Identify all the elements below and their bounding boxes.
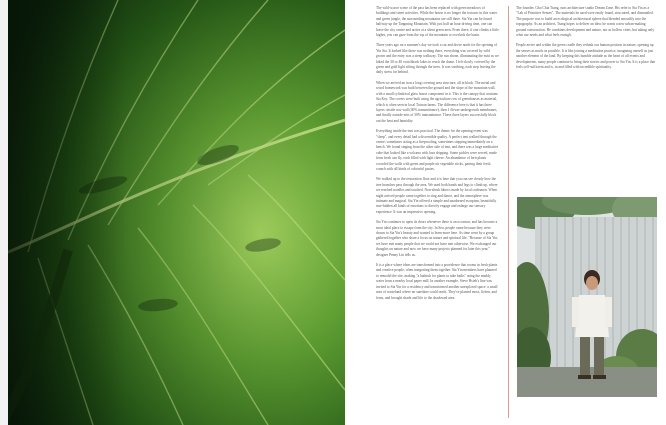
column-divider — [508, 6, 509, 418]
paragraph: Three years ago on a summer's day we took a car and drove north for the opening of Yin Sia. It looked like there was nothing there, everything was covered by wild grown and the entry was a steep walkway. The sun shone, illuminating the mist as we hiked the 30 or 40 switchback lakes to reach the dome. I felt slowly covered by the green and gold light sifting through the trees. It was soothing, each step leaving the daily stress far behind. — [376, 43, 499, 75]
paragraph: It is a place where ideas are transformed into a providence that rooms in fresh plants and creative people, often integrating them together. Sia Yin members have planned to remodel the site, making "a bathtub for plants to take baths" using the muddy water from a nearby local paper mill. In another example, Steve Hsieh's line was invited to Sia Yin for a residency and transformed another unexplored space: a small area of wasteland where no sunshine could reach. They've planted moss, lichen, and ferns, and brought shade and life to the shadowed area. — [376, 263, 498, 300]
leaf-photo — [8, 0, 345, 425]
text-column-right — [516, 6, 656, 75]
paragraph: When we arrived an iron a long covering area structure, all in black. The metal and wood framework was built between the ground and the slope of the mountain wall, with a small cylindrical glass house component in it. This is the canopy that contains Sia Key. The covers were built using the agriculture row of greenhouses as material, which is often seen in local Taiwan farms. The difference here is that it has three layers: inside row wall (40% transmittance), then 1 flower undergrowth membranes, and finally outside nets of 30% transmittance. These three layers successfully block out the heat and humidity. — [376, 80, 498, 123]
text-column-left — [376, 6, 499, 306]
paragraph: The founder, Gho Chia Tsang, runs architecture studio Dream Zone. His refer to Sia Yin as a "Lab of Primitive Senses". The materials he used were easily found, structured, and dismantled. The purpose was to build an ecological architectural sphere that blended smoothly into the topography. As an architect, Tsang hopes to deliver an idea: he wants a new urban-making ground construction. He combines development and nature, not as hollow cities, but taking only what our needs and what feels enough. — [516, 6, 655, 38]
page-edge — [0, 0, 8, 425]
paragraph: People arrive and within the green cradle they rethink our human position in nature, opening up the senses as much as possible. It is like joining a meditation practice, imagining oneself as just another element of the land. By keeping this humble attitude as the heart of all events and developments, many people continue to bring their stories and power to Sia Yin. It is a place that feels self-sufficient and is, in and filled with incredible spirituality. — [516, 43, 656, 70]
paragraph: Everything inside the tent was practical. The theme for the opening event was "sleep", and every detail had a discernible quality. A perfect tent walked through the centre; sometimes acting as a fireproofing, sometimes stepping immediately on a bench. We found singing from the other side of tent, and there was a large meditative cube that looked like a volcano with lava dripping. Some pickles were served, made from fresh can fly, each filled with light cheese. An abundance of fern plants crowded the walls with green and purple air vegetable sticks, pairing their fresh crunch with all kinds of colourful pastes. — [376, 129, 499, 171]
page-gutter — [345, 0, 363, 425]
paragraph: The wild-scarce scene of the past has been replaced with green meadows of buildings and street activities. While the house is no longer the tectonic in this water and green jungle, the surrounding mountains are still there. Sia Yin can be found halfway up the Tangming Mountain. With just half an hour driving time, one can leave the city centre and arrive at a silent green area. From there, if one climbs a little higher, you can gaze from the top of the mountain to overlook the basin. — [376, 6, 499, 38]
portrait-photo — [517, 197, 657, 397]
paragraph: We walked up to the restoration floor and it is here that you can see clearly how the tree branches pass through the area. We used both hands and legs to climb up, where we reached noodles and touched. Non-shrub fabrics made by local craftsmen. When night arrived people came together to sing and dance, and the atmosphere was intimate and magical. Sia Yin offered a simple and unadorned escapism, beautifully true-hidden all kinds of emotions to directly engage and enlarge our sensory experience. It was an impressive opening. — [376, 177, 498, 214]
paragraph: Sia Yin continues to open its doors whenever there is an occasion, and has become a most ideal place to escape from the city. In Sea, people came because they were drawn to Sia Yin's beauty and wanted to learn more here. As time went by a group gathered together who share a focus on nature and spiritual life. "Because of Sia Yin, we have met many people that we could not have met otherwise. We exchanged our thoughts on nature and now we have many projects planned for later this year," designer Penny Lin tells us. — [376, 220, 499, 257]
